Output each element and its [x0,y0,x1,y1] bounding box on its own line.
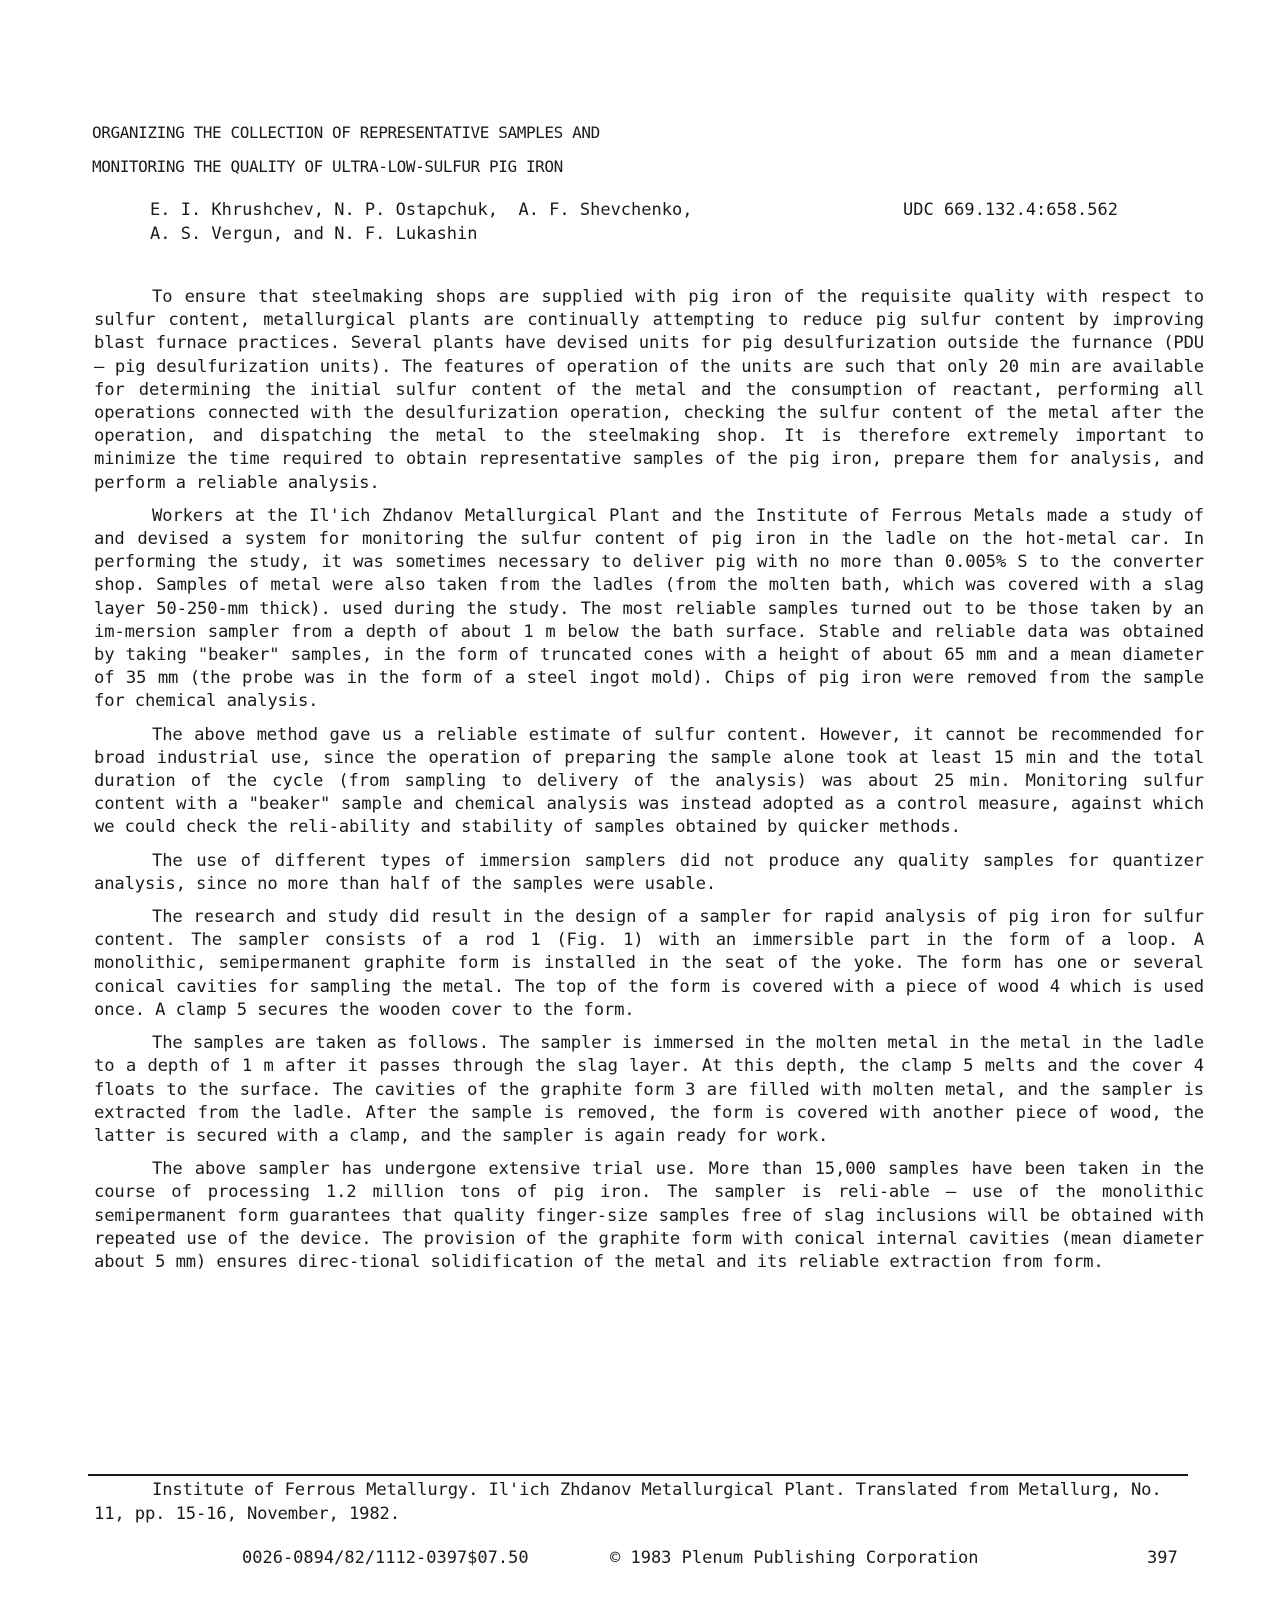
paragraph-3: The above method gave us a reliable estimate of sulfur content. However, it cannot be recommended for broad industrial use, since the operation of preparing the sample alone took at least 15 min and the total duration of the cycle (from sampling to delivery of the analysis) was about 25 min. Monitoring sulfur content with a "beaker" sample and chemical analysis was instead adopted as a control measure, against which we could check the reli-ability and stability of samples obtained by quicker methods. [94,724,1204,838]
author-list [150,198,692,246]
paragraph-1: To ensure that steelmaking shops are supplied with pig iron of the requisite quality with respect to sulfur content, metallurgical plants are continually attempting to reduce pig sulfur content by improving blast furnace practices. Several plants have devised units for pig desulfurization outside the furnance (PDU — pig desulfurization units). The features of operation of the units are such that only 20 min are available for determining the initial sulfur content of the metal and the consumption of reactant, performing all operations connected with the desulfurization operation, checking the sulfur content of the metal after the operation, and dispatching the metal to the steelmaking shop. It is therefore extremely important to minimize the time required to obtain representative samples of the pig iron, prepare them for analysis, and perform a reliable analysis. [94,287,1204,493]
article-body [94,286,1204,1284]
udc-code: UDC 669.132.4:658.562 [903,200,1118,220]
authors-line-1: E. I. Khrushchev, N. P. Ostapchuk, A. F. Shevchenko, [150,200,693,220]
article-title [92,116,600,184]
paragraph-5: The research and study did result in the design of a sampler for rapid analysis of pig iron for sulfur content. The sampler consists of a rod 1 (Fig. 1) with an immersible part in the form of a loop. A monolithic, semipermanent graphite form is installed in the seat of the yoke. The form has one or several conical cavities for sampling the metal. The top of the form is covered with a piece of wood 4 which is used once. A clamp 5 secures the wooden cover to the form. [94,907,1204,1020]
copyright-notice: © 1983 Plenum Publishing Corporation [610,1548,979,1568]
paragraph-6: The samples are taken as follows. The sampler is immersed in the molten metal in the metal in the ladle to a depth of 1 m after it passes through the slag layer. At this depth, the clamp 5 melts and the cover 4 floats to the surface. The cavities of the graphite form 3 are filled with molten metal, and the sampler is extracted from the ladle. After the sample is removed, the form is covered with another piece of wood, the latter is secured with a clamp, and the sampler is again ready for work. [94,1033,1204,1146]
authors-line-2: A. S. Vergun, and N. F. Lukashin [150,224,478,244]
paragraph-7: The above sampler has undergone extensive trial use. More than 15,000 samples have been taken in the course of processing 1.2 million tons of pig iron. The sampler is reli-able — use of the monolithic semipermanent form guarantees that quality finger-size samples free of slag inclusions will be obtained with repeated use of the device. The provision of the graphite form with conical internal cavities (mean diameter about 5 mm) ensures direc-tional solidification of the metal and its reliable extraction from form. [94,1159,1204,1272]
title-line-2: MONITORING THE QUALITY OF ULTRA-LOW-SULFUR PIG IRON [92,157,563,176]
footnote-divider [88,1474,1188,1476]
paragraph-4: The use of different types of immersion samplers did not produce any quality samples for quantizer analysis, since no more than half of the samples were usable. [94,850,1204,894]
title-line-1: ORGANIZING THE COLLECTION OF REPRESENTATIVE SAMPLES AND [92,123,600,142]
affiliation-footnote: Institute of Ferrous Metallurgy. Il'ich Zhdanov Metallurgical Plant. Translated from Metallurg, No. 11, pp. 15-16, November, 1982. [94,1480,1162,1524]
article-code: 0026-0894/82/1112-0397$07.50 [242,1548,529,1568]
page-number: 397 [1147,1548,1178,1568]
paragraph-2: Workers at the Il'ich Zhdanov Metallurgical Plant and the Institute of Ferrous Metals made a study of and devised a system for monitoring the sulfur content of pig iron in the ladle on the hot-metal car. In performing the study, it was sometimes necessary to deliver pig with no more than 0.005% S to the converter shop. Samples of metal were also taken from the ladles (from the molten bath, which was covered with a slag layer 50-250-mm thick). used during the study. The most reliable samples turned out to be those taken by an im-mersion sampler from a depth of about 1 m below the bath surface. Stable and reliable data was obtained by taking "beaker" samples, in the form of truncated cones with a height of about 65 mm and a mean diameter of 35 mm (the probe was in the form of a steel ingot mold). Chips of pig iron were removed from the sample for chemical analysis. [94,505,1204,712]
